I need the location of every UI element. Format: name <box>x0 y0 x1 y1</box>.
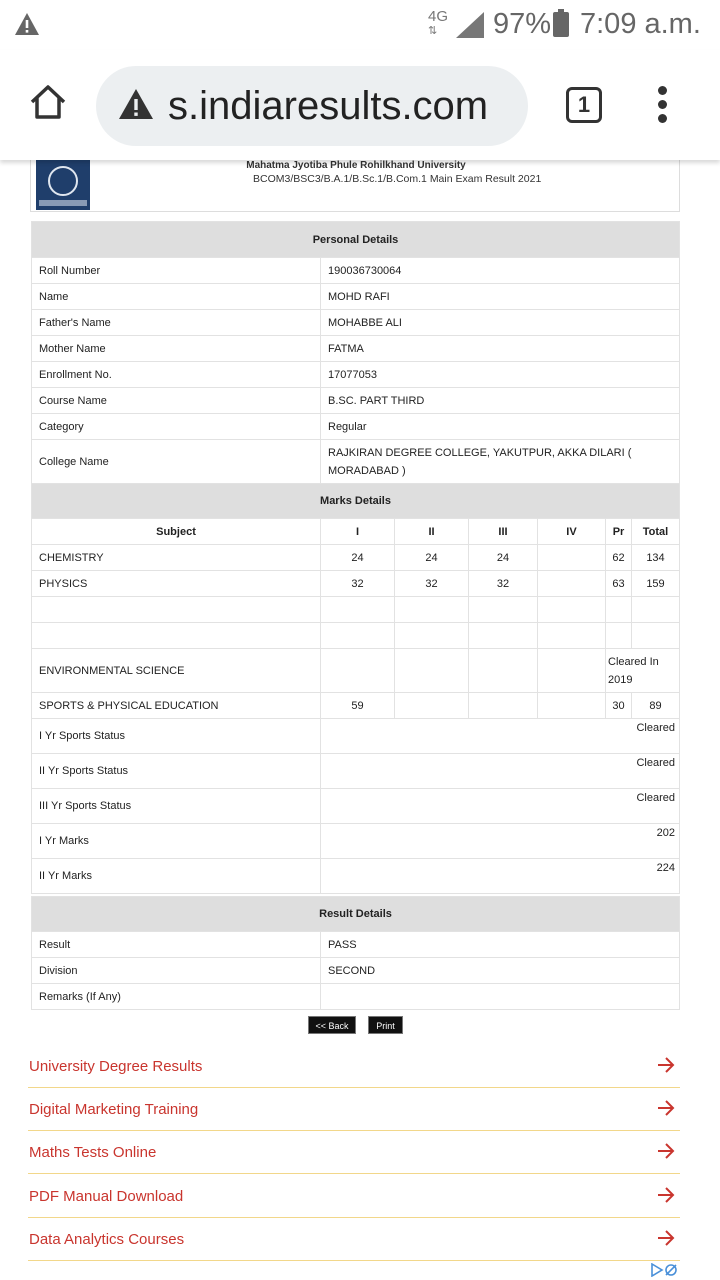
mark-cell: 59 <box>321 693 395 719</box>
university-name: Mahatma Jyotiba Phule Rohilkhand University <box>246 160 466 171</box>
field-value: Regular <box>321 414 680 440</box>
subject-cell: SPORTS & PHYSICAL EDUCATION <box>32 693 321 719</box>
result-details-table <box>31 896 680 1010</box>
field-label: Mother Name <box>32 336 321 362</box>
field-value: 17077053 <box>321 362 680 388</box>
subject-cell: ENVIRONMENTAL SCIENCE <box>32 649 321 693</box>
field-label: Roll Number <box>32 258 321 284</box>
status-label: II Yr Marks <box>32 859 321 894</box>
total-cell: 159 <box>632 571 680 597</box>
network-indicator <box>428 10 448 38</box>
arrow-right-icon[interactable] <box>656 1098 676 1118</box>
table-row <box>32 597 680 623</box>
mark-cell <box>538 693 606 719</box>
field-label: Name <box>32 284 321 310</box>
overflow-menu-icon[interactable] <box>658 86 670 128</box>
not-secure-icon[interactable] <box>118 88 154 120</box>
total-cell: 134 <box>632 545 680 571</box>
link-label[interactable]: Data Analytics Courses <box>29 1231 185 1248</box>
home-icon[interactable] <box>28 82 68 122</box>
marks-details-table <box>31 483 680 894</box>
field-label: Course Name <box>32 388 321 414</box>
arrow-right-icon[interactable] <box>656 1141 676 1161</box>
col-header: Subject <box>32 519 321 545</box>
field-value: RAJKIRAN DEGREE COLLEGE, YAKUTPUR, AKKA DILARI ( MORADABAD ) <box>321 440 680 484</box>
arrow-right-icon[interactable] <box>656 1185 676 1205</box>
mark-cell: 32 <box>321 571 395 597</box>
field-label: Category <box>32 414 321 440</box>
back-button[interactable]: << Back <box>308 1016 356 1034</box>
status-value: 224 <box>321 859 680 894</box>
adchoices-icon[interactable] <box>650 1263 680 1277</box>
status-label: II Yr Sports Status <box>32 754 321 789</box>
mark-cell: 24 <box>469 545 538 571</box>
link-row[interactable] <box>28 1175 680 1218</box>
arrow-right-icon[interactable] <box>656 1228 676 1248</box>
browser-toolbar <box>0 50 720 160</box>
result-header <box>30 160 680 212</box>
status-value: Cleared <box>321 789 680 824</box>
table-row <box>32 623 680 649</box>
personal-details-table <box>31 221 680 484</box>
tab-switcher-button[interactable]: 1 <box>566 87 602 123</box>
network-type: 4G <box>428 8 449 25</box>
field-value: FATMA <box>321 336 680 362</box>
field-label: Remarks (If Any) <box>32 984 321 1010</box>
signal-icon <box>456 12 484 38</box>
table-row <box>32 824 680 859</box>
link-row[interactable] <box>28 1218 680 1261</box>
mark-cell: 32 <box>469 571 538 597</box>
subject-cell: PHYSICS <box>32 571 321 597</box>
url-text[interactable]: s.indiaresults.com <box>168 84 489 128</box>
mark-cell <box>469 693 538 719</box>
clock: 7:09 a.m. <box>580 8 701 40</box>
mark-cell <box>538 545 606 571</box>
status-label: I Yr Sports Status <box>32 719 321 754</box>
mark-cell: 62 <box>606 545 632 571</box>
field-value: B.SC. PART THIRD <box>321 388 680 414</box>
mark-cell <box>538 571 606 597</box>
result-cell: Cleared In 2019 <box>606 649 680 693</box>
table-row <box>32 754 680 789</box>
field-label: Father's Name <box>32 310 321 336</box>
col-header: I <box>321 519 395 545</box>
link-label[interactable]: PDF Manual Download <box>29 1188 184 1205</box>
status-value: 202 <box>321 824 680 859</box>
address-bar[interactable] <box>96 66 528 146</box>
table-row <box>32 649 680 693</box>
status-label: III Yr Sports Status <box>32 789 321 824</box>
field-value <box>321 984 680 1010</box>
field-label: College Name <box>32 440 321 484</box>
table-row <box>32 545 680 571</box>
col-header: II <box>395 519 469 545</box>
status-bar <box>0 0 720 50</box>
mark-cell: 32 <box>395 571 469 597</box>
field-label: Division <box>32 958 321 984</box>
table-row <box>32 693 680 719</box>
link-row[interactable] <box>28 1088 680 1131</box>
warning-icon <box>14 12 40 36</box>
battery-percent: 97% <box>493 8 552 40</box>
status-value: Cleared <box>321 719 680 754</box>
link-label[interactable]: Digital Marketing Training <box>29 1101 199 1118</box>
personal-details-heading: Personal Details <box>32 222 680 258</box>
field-label: Result <box>32 932 321 958</box>
table-row <box>32 789 680 824</box>
link-label[interactable]: University Degree Results <box>29 1058 203 1075</box>
col-header: III <box>469 519 538 545</box>
data-arrows-icon: ⇅ <box>428 25 439 37</box>
field-label: Enrollment No. <box>32 362 321 388</box>
status-label: I Yr Marks <box>32 824 321 859</box>
battery-icon <box>553 12 569 37</box>
field-value: PASS <box>321 932 680 958</box>
status-value: Cleared <box>321 754 680 789</box>
table-row <box>32 719 680 754</box>
mark-cell: 24 <box>395 545 469 571</box>
print-button[interactable]: Print <box>368 1016 403 1034</box>
table-row <box>32 859 680 894</box>
marks-details-heading: Marks Details <box>32 484 680 519</box>
table-row <box>32 571 680 597</box>
col-header: Total <box>632 519 680 545</box>
exam-title: BCOM3/BSC3/B.A.1/B.Sc.1/B.Com.1 Main Exam Result 2021 <box>253 173 542 185</box>
col-header: Pr <box>606 519 632 545</box>
mark-cell: 63 <box>606 571 632 597</box>
field-value: SECOND <box>321 958 680 984</box>
link-label[interactable]: Maths Tests Online <box>29 1144 157 1161</box>
total-cell: 89 <box>632 693 680 719</box>
link-row[interactable] <box>28 1045 680 1088</box>
link-row[interactable] <box>28 1131 680 1174</box>
mark-cell: 24 <box>321 545 395 571</box>
col-header: IV <box>538 519 606 545</box>
mark-cell: 30 <box>606 693 632 719</box>
arrow-right-icon[interactable] <box>656 1055 676 1075</box>
result-details-heading: Result Details <box>32 897 680 932</box>
field-value: MOHD RAFI <box>321 284 680 310</box>
field-value: MOHABBE ALI <box>321 310 680 336</box>
mark-cell <box>395 693 469 719</box>
subject-cell: CHEMISTRY <box>32 545 321 571</box>
field-value: 190036730064 <box>321 258 680 284</box>
